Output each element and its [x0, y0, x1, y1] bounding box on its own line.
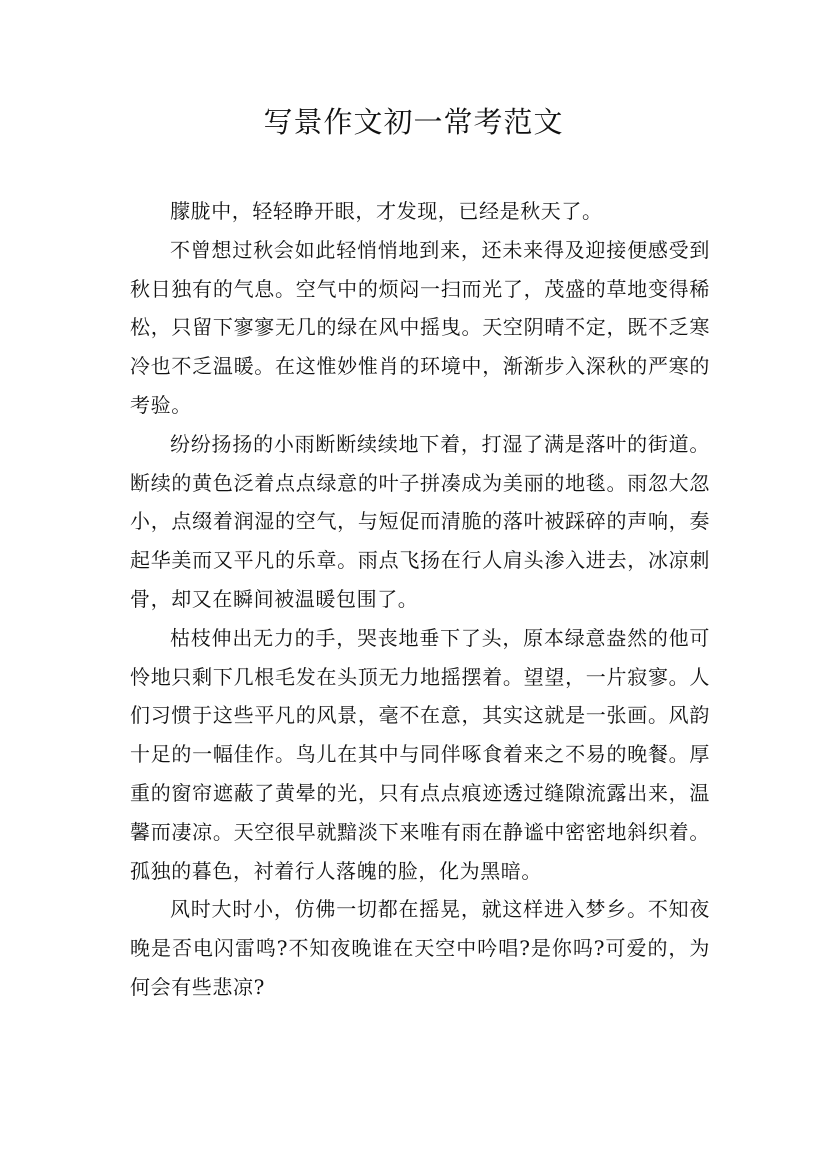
- paragraph-5: 风时大时小，仿佛一切都在摇晃，就这样进入梦乡。不知夜晚是否电闪雷鸣?不知夜晚谁在天空中吟唱?是你吗?可爱的，为何会有些悲凉?: [130, 897, 710, 999]
- paragraph-4: 枯枝伸出无力的手，哭丧地垂下了头，原本绿意盎然的他可怜地只剩下几根毛发在头顶无力地摇摆着。望望，一片寂寥。人们习惯于这些平凡的风景，毫不在意，其实这就是一张画。风韵十足的一幅佳作。鸟儿在其中与同伴啄食着来之不易的晚餐。厚重的窗帘遮蔽了黄晕的光，只有点点痕迹透过缝隙流露出来，温馨而凄凉。天空很早就黯淡下来唯有雨在静谧中密密地斜织着。孤独的暮色，衬着行人落魄的脸，化为黑暗。: [130, 625, 710, 883]
- document-title: 写景作文初一常考范文: [263, 105, 564, 139]
- paragraph-2: 不曾想过秋会如此轻悄悄地到来，还未来得及迎接便感受到秋日独有的气息。空气中的烦闷一扫而光了，茂盛的草地变得稀松，只留下寥寥无几的绿在风中摇曳。天空阴晴不定，既不乏寒冷也不乏温暖。在这惟妙惟肖的环境中，渐渐步入深秋的严寒的考验。: [130, 237, 710, 417]
- paragraph-1: 朦胧中，轻轻睁开眼，才发现，已经是秋天了。: [170, 199, 603, 223]
- paragraph-3: 纷纷扬扬的小雨断断续续地下着，打湿了满是落叶的街道。断续的黄色泛着点点绿意的叶子拼凑成为美丽的地毯。雨忽大忽小，点缀着润湿的空气，与短促而清脆的落叶被踩碎的声响，奏起华美而又平凡的乐章。雨点飞扬在行人肩头渗入进去，冰凉刺骨，却又在瞬间被温暖包围了。: [130, 431, 710, 611]
- document-body: [130, 192, 710, 1007]
